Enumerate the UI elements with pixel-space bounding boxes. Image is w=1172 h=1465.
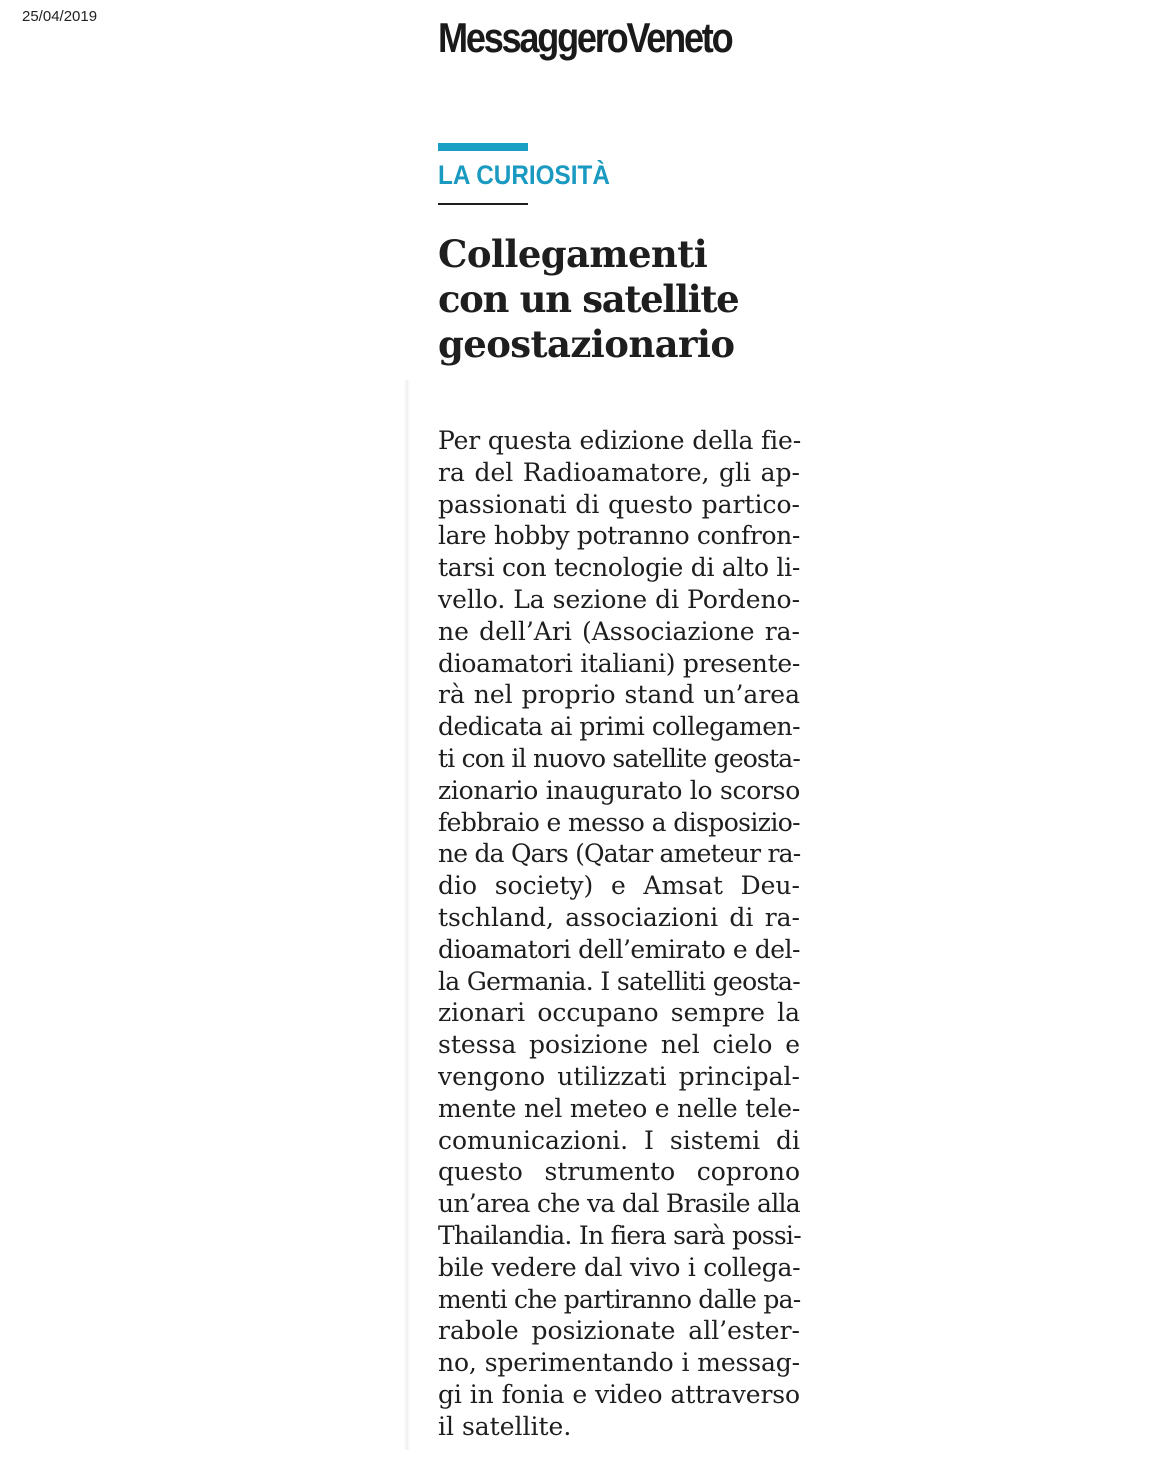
body-line: ne dell’Ari (Associazione ra- — [438, 616, 800, 646]
body-line: tarsi con tecnologie di alto li- — [438, 553, 800, 583]
body-line: no, sperimentando i messag- — [438, 1348, 800, 1378]
body-line: Thailandia. In fiera sarà possi- — [438, 1220, 801, 1250]
body-line: ra del Radioamatore, gli ap- — [438, 457, 800, 487]
body-line: mente nel meteo e nelle tele- — [438, 1093, 801, 1123]
article-body — [438, 425, 800, 1443]
body-line: zionari occupano sempre la — [438, 998, 800, 1028]
rubric-accent-bar — [438, 143, 528, 151]
body-line: ne da Qars (Qatar ameteur ra- — [438, 839, 801, 869]
headline-line: con un satellite — [438, 277, 739, 321]
body-line: rabole posizionate all’ester- — [438, 1316, 800, 1346]
headline-line: Collegamenti — [438, 232, 708, 276]
clipping-edge-shadow — [404, 380, 410, 1450]
body-line: passionati di questo partico- — [438, 489, 800, 519]
body-line: un’area che va dal Brasile alla — [438, 1189, 800, 1219]
body-line: dioamatori dell’emirato e del- — [438, 934, 800, 964]
section-rubric: LA CURIOSITÀ — [438, 160, 610, 190]
body-line: dedicata ai primi collegamen- — [438, 712, 800, 742]
body-line: zionario inaugurato lo scorso — [438, 775, 800, 805]
body-line: tschland, associazioni di ra- — [438, 902, 800, 932]
body-line: lare hobby potranno confron- — [438, 521, 800, 551]
body-line: questo strumento coprono — [438, 1157, 800, 1187]
body-line: febbraio e messo a disposizio- — [438, 807, 801, 837]
body-line: la Germania. I satelliti geosta- — [438, 966, 800, 996]
clipping-date: 25/04/2019 — [22, 8, 98, 25]
body-line: ti con il nuovo satellite geosta- — [438, 743, 800, 773]
body-line: comunicazioni. I sistemi di — [438, 1125, 800, 1155]
body-line: dio society) e Amsat Deu- — [438, 871, 800, 901]
body-line: rà nel proprio stand un’area — [438, 680, 800, 710]
article-headline — [438, 232, 818, 367]
body-line: menti che partiranno dalle pa- — [438, 1284, 801, 1314]
body-line: vengono utilizzati principal- — [438, 1061, 800, 1091]
rubric-divider — [438, 203, 528, 205]
body-line: Per questa edizione della fie- — [438, 426, 802, 455]
body-line: dioamatori italiani) presente- — [438, 648, 800, 678]
body-line: stessa posizione nel cielo e — [438, 1030, 800, 1060]
headline-line: geostazionario — [438, 322, 735, 366]
newspaper-masthead: MessaggeroVeneto — [438, 14, 732, 61]
body-line: gi in fonia e video attraverso — [438, 1379, 800, 1409]
body-line: bile vedere dal vivo i collega- — [438, 1252, 801, 1282]
body-line: vello. La sezione di Pordeno- — [438, 584, 800, 614]
body-line: il satellite. — [438, 1411, 572, 1441]
